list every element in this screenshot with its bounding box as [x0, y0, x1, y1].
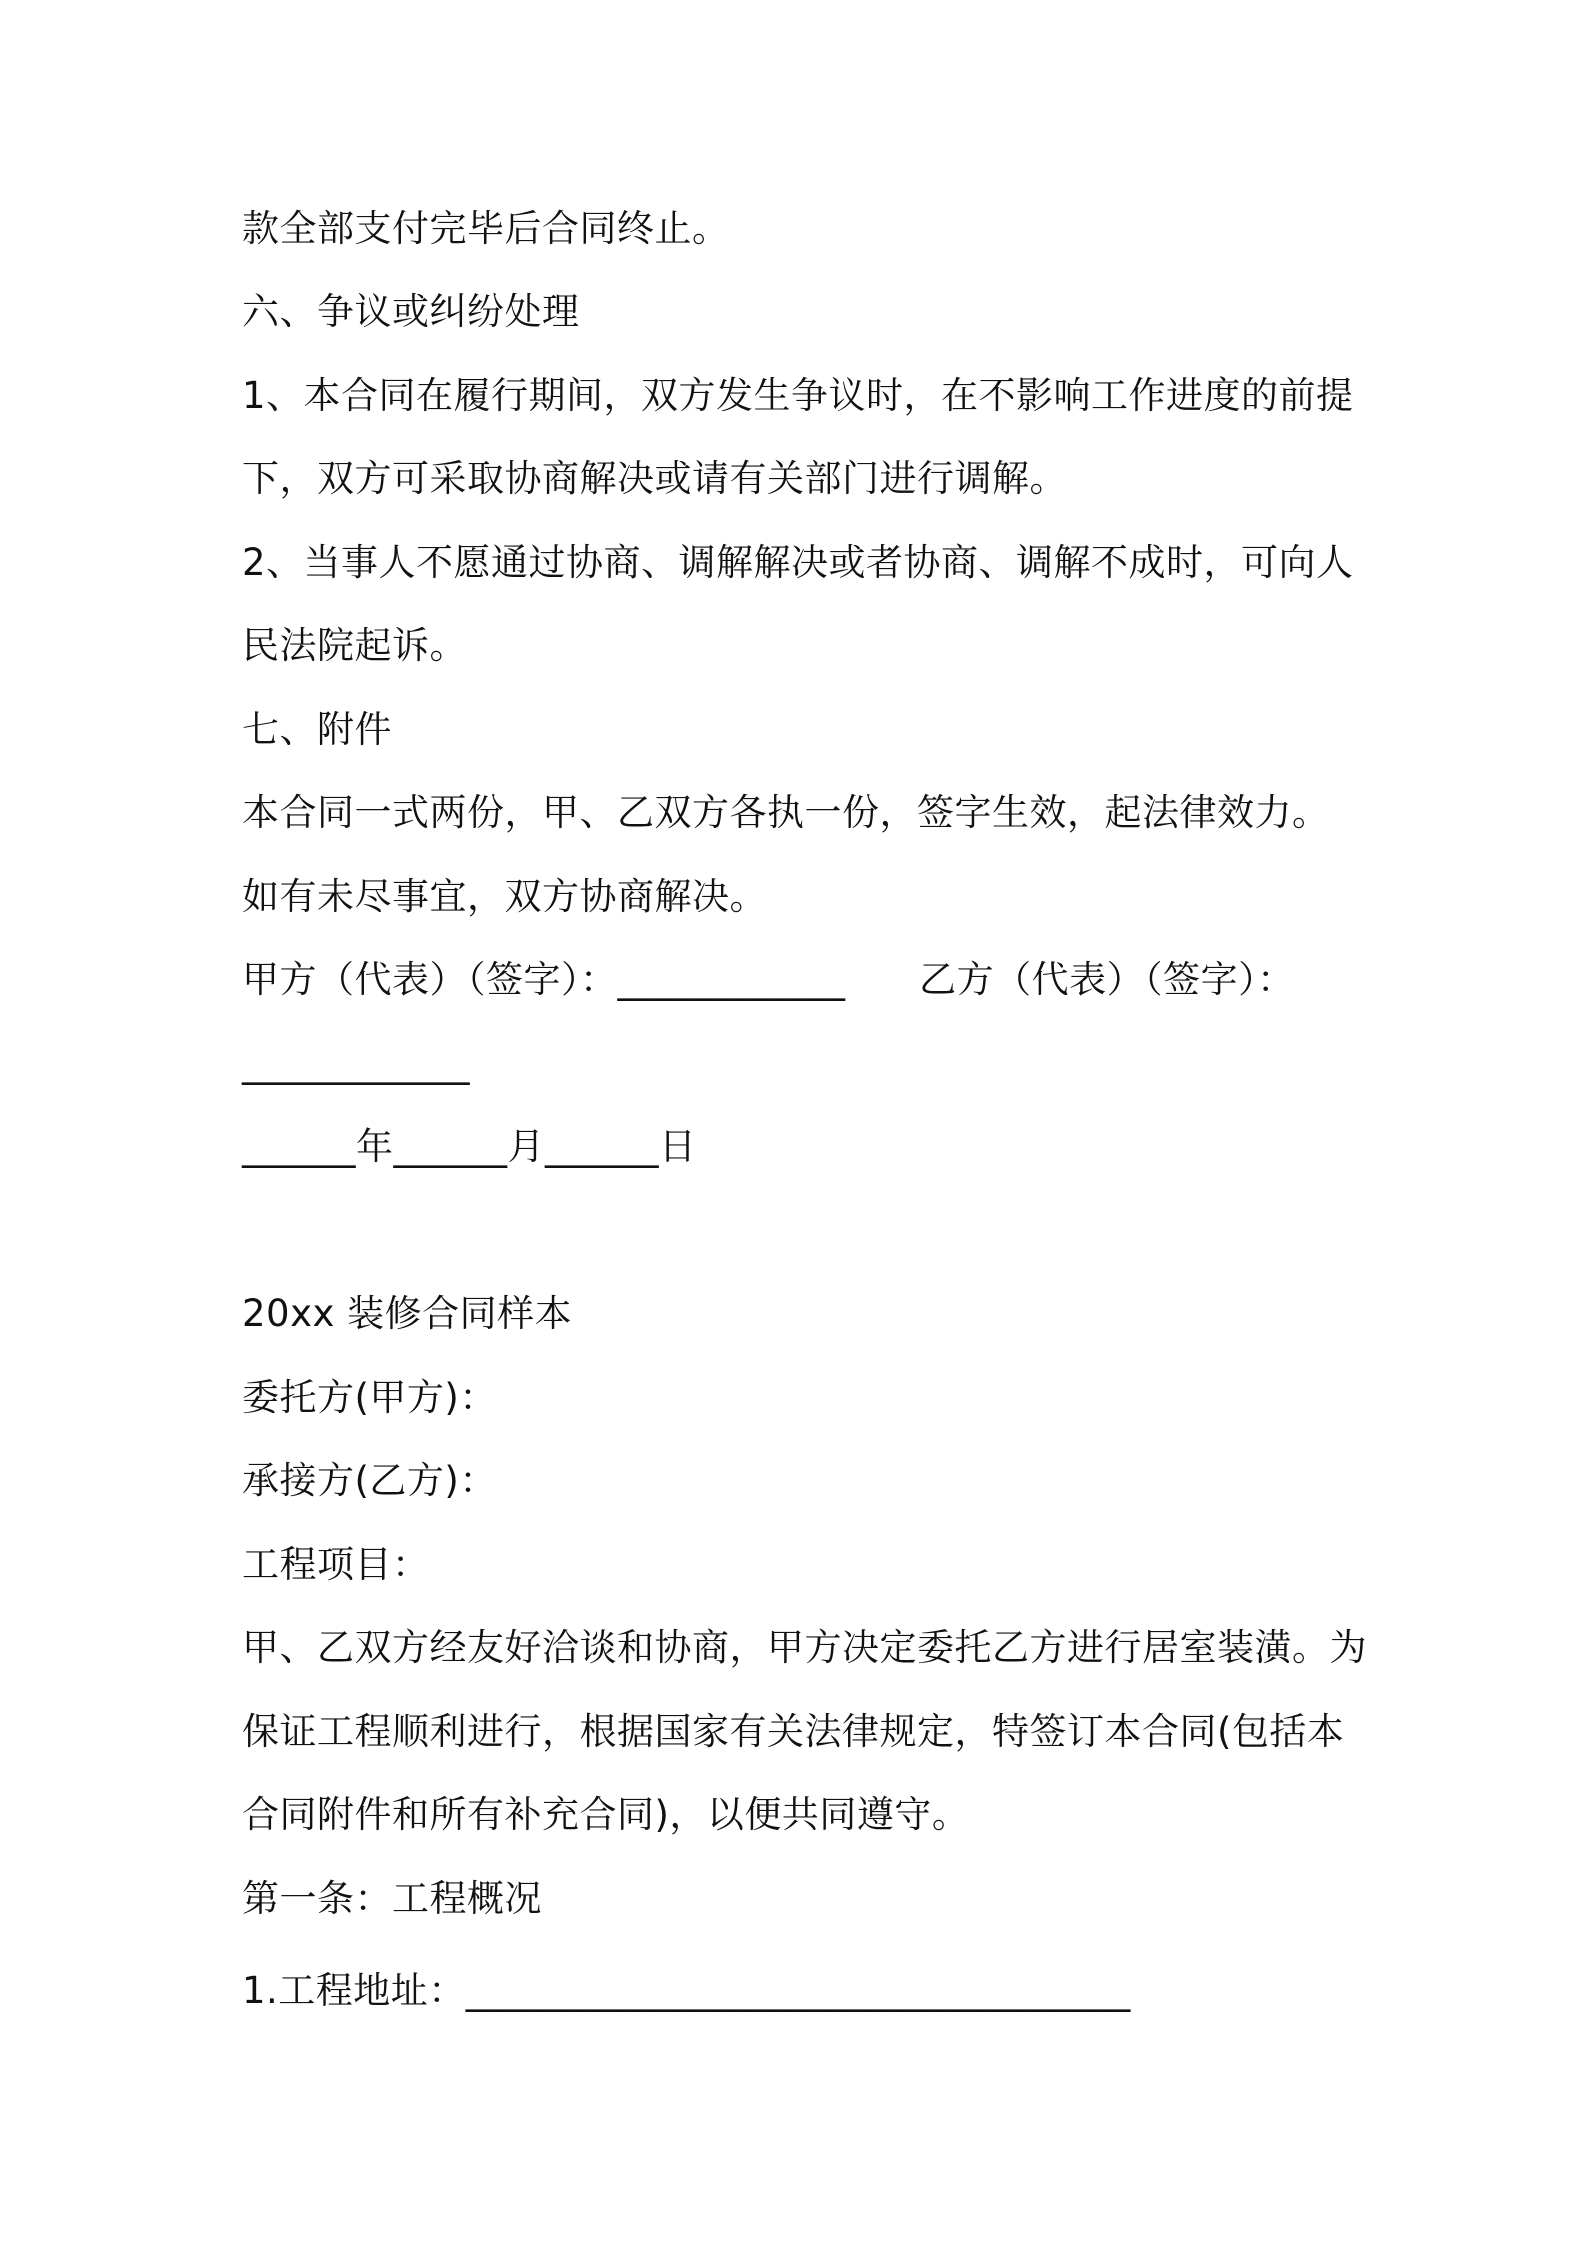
paragraph-line: 如有未尽事宜，双方协商解决。: [242, 875, 767, 918]
paragraph-line: 甲、乙双方经友好洽谈和协商，甲方决定委托乙方进行居室装潢。为: [242, 1626, 1367, 1669]
paragraph-line: 保证工程顺利进行，根据国家有关法律规定，特签订本合同(包括本: [242, 1710, 1345, 1753]
paragraph-line: 民法院起诉。: [242, 624, 467, 667]
section-heading: 第一条：工程概况: [242, 1877, 542, 1920]
paragraph-line: 款全部支付完毕后合同终止。: [242, 207, 730, 250]
field-line: 委托方(甲方)：: [242, 1376, 497, 1419]
section-heading: 七、附件: [242, 708, 392, 751]
paragraph-line: 本合同一式两份，甲、乙双方各执一份，签字生效，起法律效力。: [242, 791, 1330, 834]
paragraph-line: 1、本合同在履行期间，双方发生争议时，在不影响工作进度的前提: [242, 374, 1354, 417]
paragraph-line: 2、当事人不愿通过协商、调解解决或者协商、调解不成时，可向人: [242, 541, 1354, 584]
signature-blank: ____________: [242, 1042, 470, 1085]
document-title: 20xx 装修合同样本: [242, 1292, 573, 1335]
signature-line: 甲方（代表）（签字）：____________ 乙方（代表）（签字）：: [242, 958, 1295, 1001]
field-line: 工程项目：: [242, 1543, 430, 1586]
paragraph-line: 合同附件和所有补充合同)，以便共同遵守。: [242, 1793, 970, 1836]
paragraph-line: 下，双方可采取协商解决或请有关部门进行调解。: [242, 457, 1067, 500]
field-line: 1.工程地址：___________________________________: [242, 1969, 1131, 2012]
section-heading: 六、争议或纠纷处理: [242, 290, 580, 333]
date-line: ______年______月______日: [242, 1125, 697, 1168]
field-line: 承接方(乙方)：: [242, 1459, 497, 1502]
